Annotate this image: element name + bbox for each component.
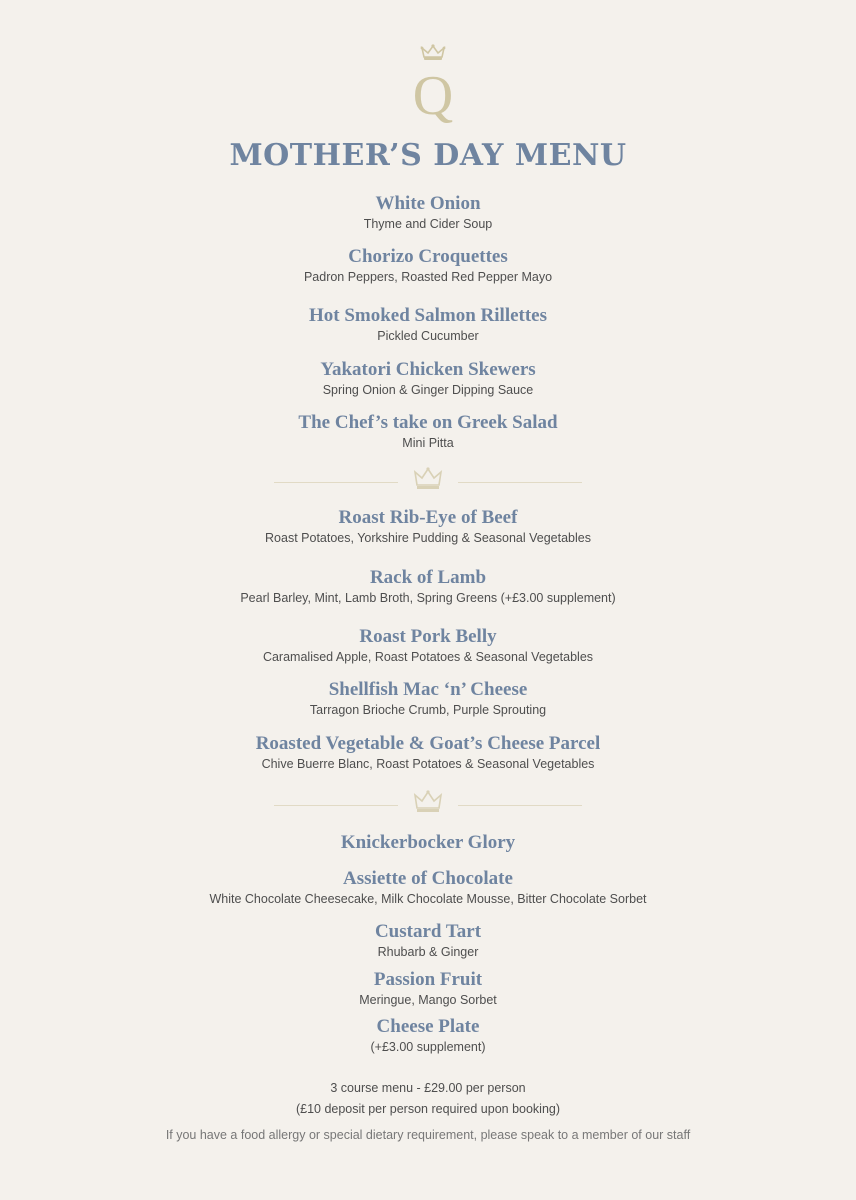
crown-q-logo bbox=[398, 44, 468, 128]
price-note: 3 course menu - £29.00 per person bbox=[330, 1081, 526, 1095]
allergy-note: If you have a food allergy or special dietary requirement, please speak to a member of our staff bbox=[165, 1128, 691, 1142]
menu-item bbox=[0, 921, 856, 960]
menu-item bbox=[0, 679, 856, 718]
dish-description: Spring Onion & Ginger Dipping Sauce bbox=[322, 383, 534, 397]
menu-item bbox=[0, 567, 856, 606]
dish-name: Assiette of Chocolate bbox=[343, 868, 513, 889]
deposit-note: (£10 deposit per person required upon booking) bbox=[295, 1102, 561, 1116]
dish-description: Roast Potatoes, Yorkshire Pudding & Seasonal Vegetables bbox=[265, 531, 591, 545]
crown-icon bbox=[412, 466, 444, 492]
dish-description: Tarragon Brioche Crumb, Purple Sprouting bbox=[309, 703, 547, 717]
dish-description: Meringue, Mango Sorbet bbox=[359, 993, 497, 1007]
dish-description: Mini Pitta bbox=[402, 436, 454, 450]
dish-description: (+£3.00 supplement) bbox=[370, 1040, 486, 1054]
dish-name: Hot Smoked Salmon Rillettes bbox=[308, 305, 548, 326]
crown-icon bbox=[412, 789, 444, 815]
dish-description: Pickled Cucumber bbox=[377, 329, 479, 343]
dish-description: Chive Buerre Blanc, Roast Potatoes & Seasonal Vegetables bbox=[261, 757, 595, 771]
dish-name: Shellfish Mac ‘n’ Cheese bbox=[328, 679, 528, 700]
dish-name: Passion Fruit bbox=[373, 969, 483, 990]
menu-item bbox=[0, 412, 856, 451]
logo-letter: Q bbox=[412, 65, 454, 127]
dish-name: Chorizo Croquettes bbox=[348, 246, 508, 267]
menu-item bbox=[0, 868, 856, 907]
section-divider bbox=[274, 466, 582, 496]
dish-name: Rack of Lamb bbox=[369, 567, 487, 588]
menu-item bbox=[0, 832, 856, 854]
dish-name: Roast Rib-Eye of Beef bbox=[338, 507, 518, 528]
menu-item bbox=[0, 507, 856, 546]
dish-description: Caramalised Apple, Roast Potatoes & Seasonal Vegetables bbox=[262, 650, 594, 664]
dish-name: White Onion bbox=[375, 193, 481, 214]
menu-item bbox=[0, 626, 856, 665]
menu-item bbox=[0, 193, 856, 232]
section-divider bbox=[274, 789, 582, 819]
dish-name: Roasted Vegetable & Goat’s Cheese Parcel bbox=[255, 733, 601, 754]
menu-item bbox=[0, 359, 856, 398]
dish-description: Pearl Barley, Mint, Lamb Broth, Spring Greens (+£3.00 supplement) bbox=[240, 591, 616, 605]
menu-item bbox=[0, 246, 856, 285]
dish-description: Padron Peppers, Roasted Red Pepper Mayo bbox=[303, 270, 553, 284]
dish-name: Knickerbocker Glory bbox=[340, 832, 516, 853]
dish-name: Yakatori Chicken Skewers bbox=[320, 359, 536, 380]
dish-description: White Chocolate Cheesecake, Milk Chocolate Mousse, Bitter Chocolate Sorbet bbox=[209, 892, 647, 906]
menu-item bbox=[0, 1016, 856, 1055]
menu-item bbox=[0, 305, 856, 344]
dish-name: Roast Pork Belly bbox=[359, 626, 497, 647]
dish-name: Custard Tart bbox=[374, 921, 482, 942]
dish-description: Thyme and Cider Soup bbox=[363, 217, 493, 231]
dish-description: Rhubarb & Ginger bbox=[377, 945, 479, 959]
page-title: MOTHER’S DAY MENU bbox=[229, 138, 627, 173]
menu-item bbox=[0, 969, 856, 1008]
dish-name: Cheese Plate bbox=[376, 1016, 480, 1037]
dish-name: The Chef’s take on Greek Salad bbox=[298, 412, 558, 433]
menu-item bbox=[0, 733, 856, 772]
